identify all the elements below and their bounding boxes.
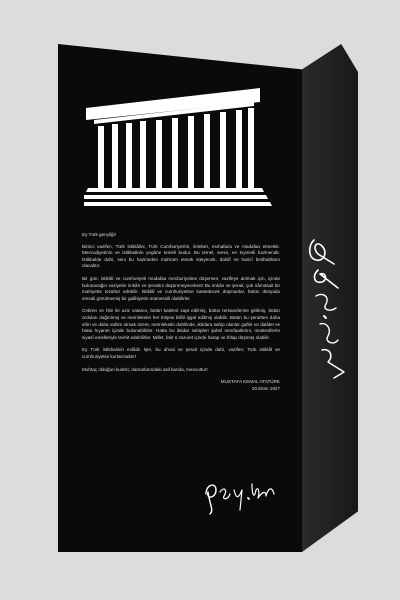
signature-name: MUSTAFA KEMAL ATATÜRK [220, 379, 280, 385]
anitkabir-icon [84, 86, 272, 210]
signature-date: 20 Ekim 1927 [251, 385, 280, 391]
ataturk-signature-icon [304, 232, 354, 382]
letter-paragraph: Bir gün, istiklâl ve cumhuriyeti müdafaa mecburiyetine düşersen, vazifeye atılmak için, içinde bulunacağın vaziyetin imkân ve şeraitini düşünmeyeceksin! Bu imkân ve şerait, çok nâmüsait bir mahiyette tezahür edebilir. İstiklâl ve cumhuriyetine kastedecek düşmanlar, bütün dünyada emsali görülmemiş bir galibiyetin mümessili olabilirler. [82, 275, 280, 301]
address-to-youth-text [82, 232, 280, 392]
letter-paragraph: Muhtaç olduğun kudret, damarlarındaki asil kanda, mevcuttur! [82, 366, 208, 372]
ataturk-signature-icon [200, 476, 278, 516]
letter-paragraph: Birinci vazifen, Türk istiklâlini, Türk Cumhuriyeti'ni, ilelebet, muhafaza ve müdafaa etmektir. Mevcudiyetinin ve istikbalinin yegâne temeli budur. Bu temel, senin, en kıymetli hazinendir. İstikbalde dahi, seni bu hazineden mahrum etmek isteyecek, dahilî ve haricî bedhahların olacaktır. [82, 243, 280, 269]
letter-paragraph: Cebren ve hile ile aziz vatanın, bütün kaleleri zapt edilmiş, bütün tersanelerine girilmiş, bütün orduları dağıtılmış ve memleketin her köşesi bilfiil işgal edilmiş olabilir. Bütün bu şeraitten daha elîm ve daha vahim olmak üzere, memleketin dahilinde, iktidara sahip olanlar gaflet ve dalâlet ve hatta hıyanet içinde bulunabilirler. Hatta bu iktidar sahipleri şahsî menfaatlerini, müstevlilerin siyasî emelleriyle tevhit edebilirler. Millet, fakr ü zaruret içinde harap ve bîtap düşmüş olabilir. [82, 308, 280, 340]
letter-paragraph: Ey Türk istikbalinin evlâdı! İşte, bu ahval ve şerait içinde dahi, vazifen; Türk istiklâl ve cumhuriyetini kurtarmaktır! [82, 347, 280, 359]
letter-greeting: Ey Türk gençliği! [82, 232, 116, 237]
